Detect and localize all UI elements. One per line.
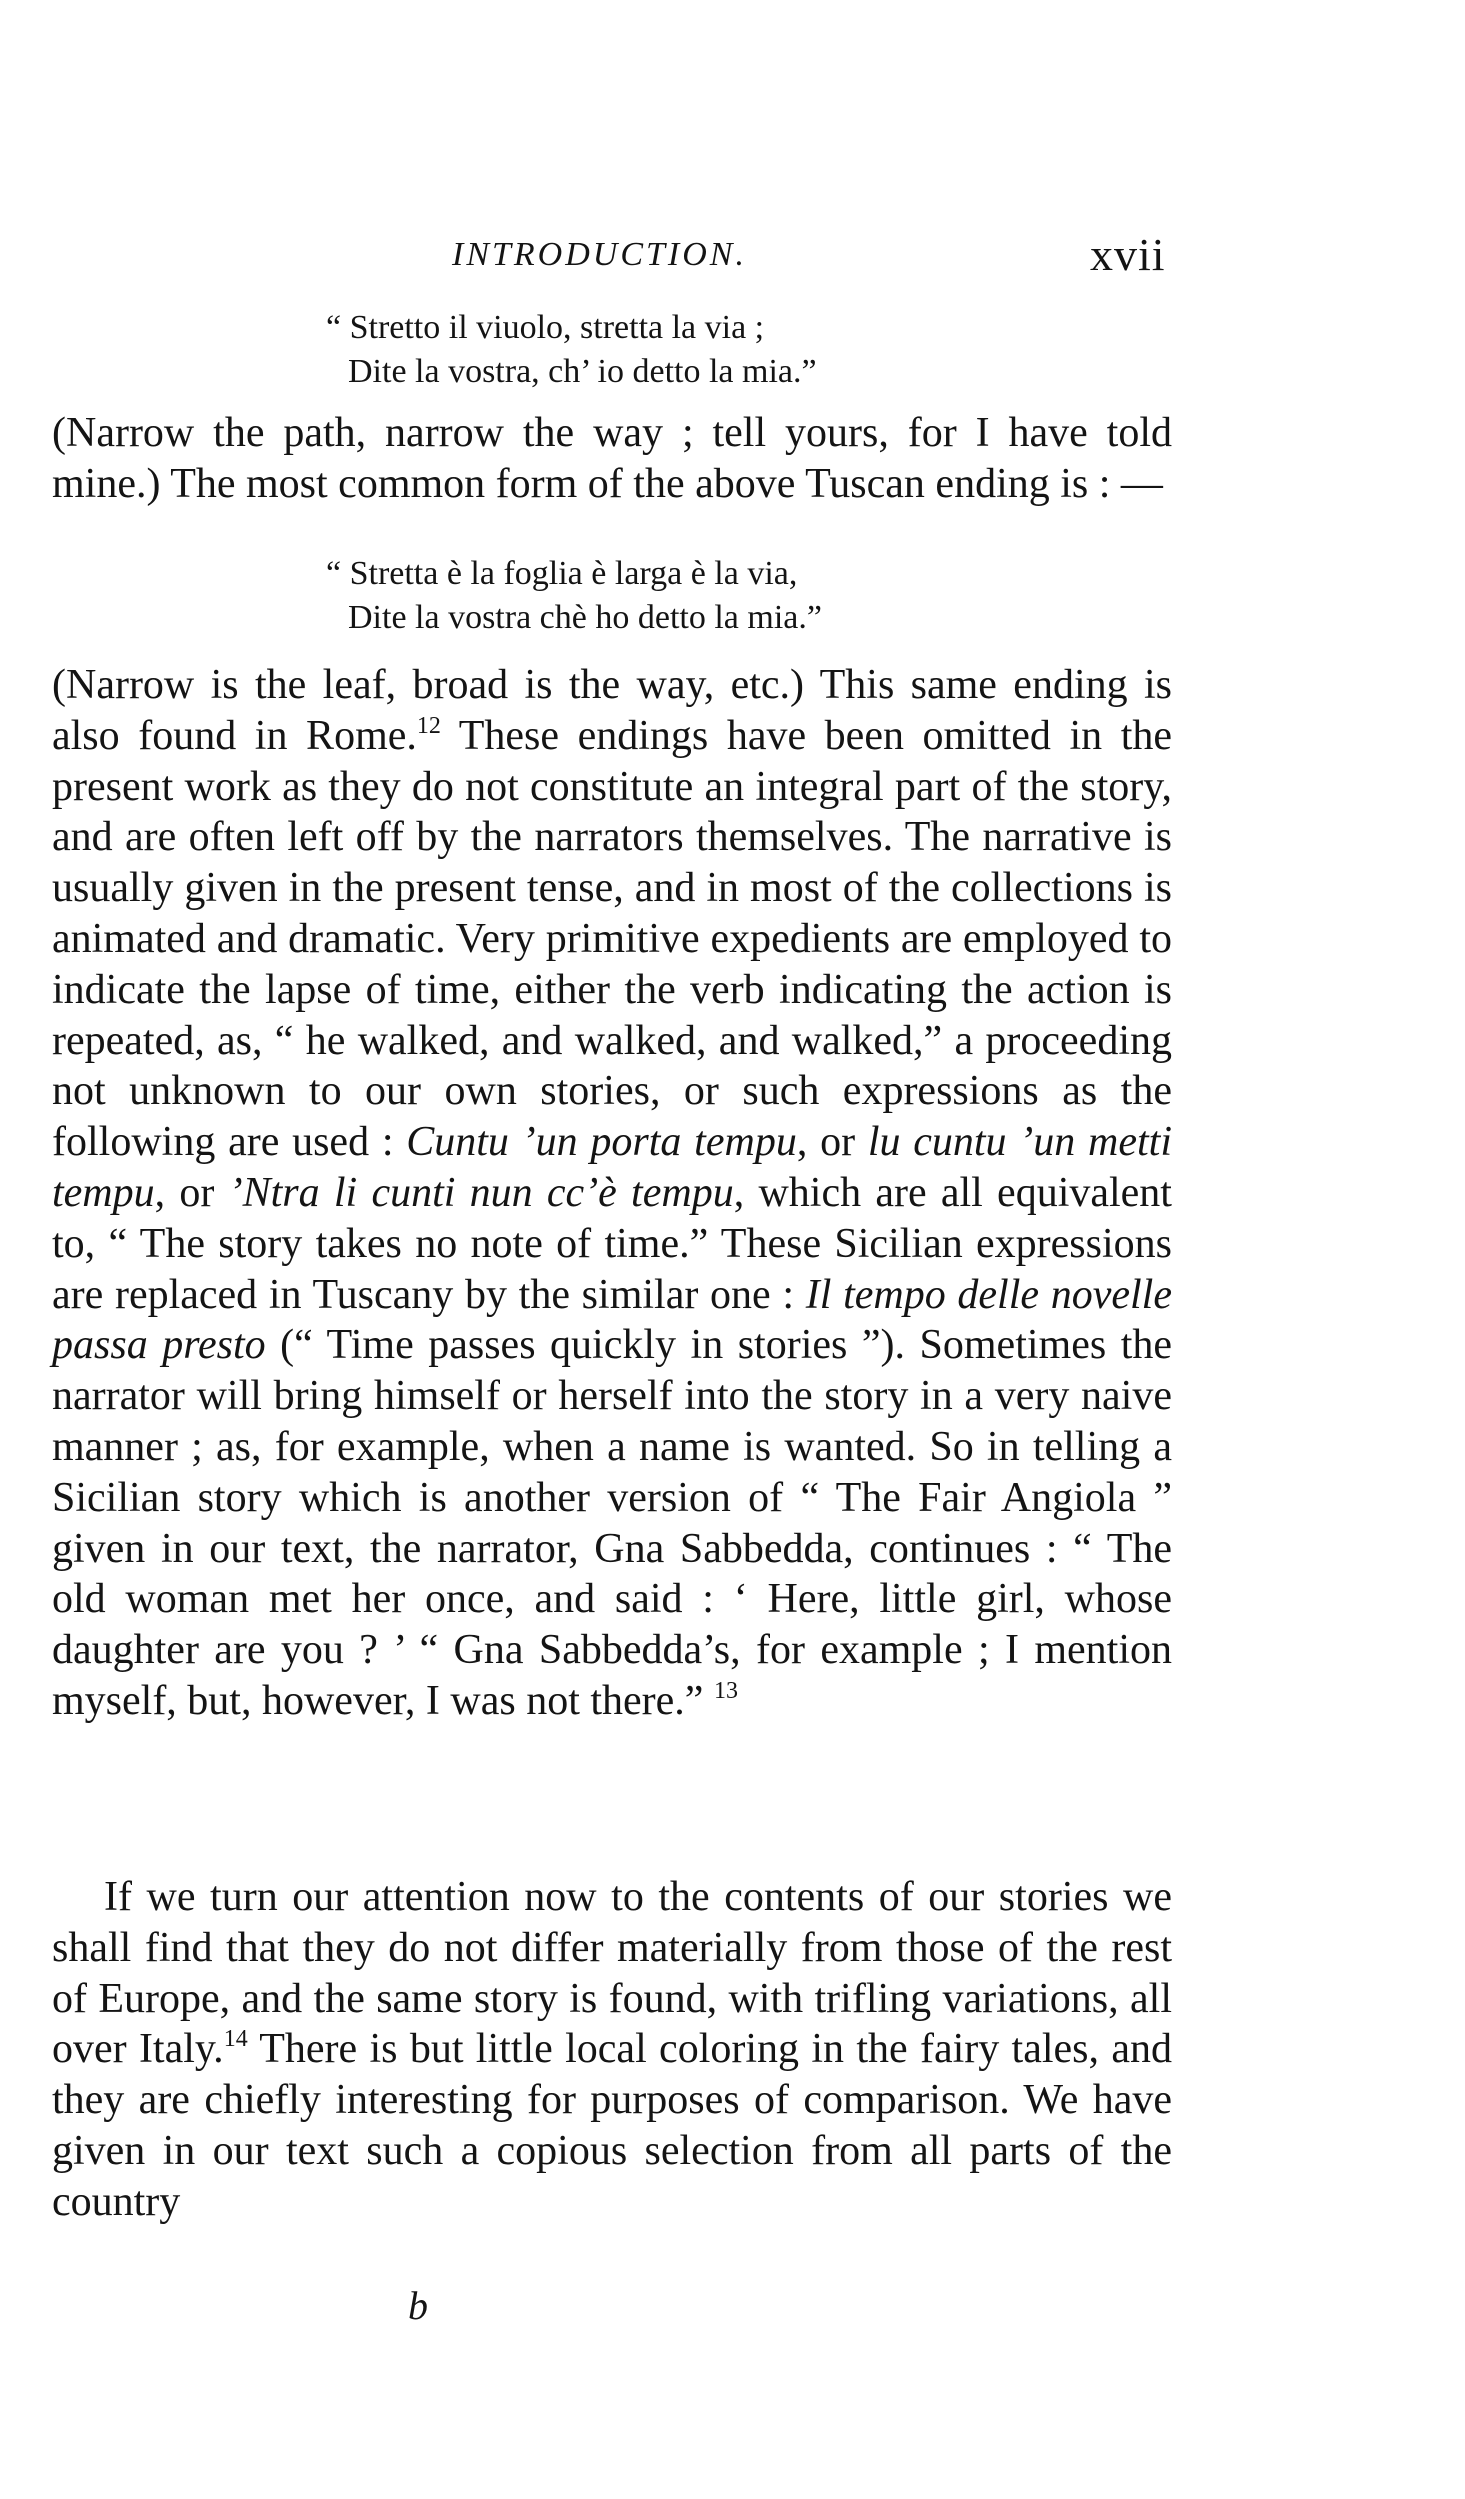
text-run: There is but little local coloring in the fairy tales, and they are chiefly interesting for purposes of comparison. We have given in our text such a copious selection from all parts of the country <box>52 2026 1172 2225</box>
page-header <box>0 228 1465 288</box>
text-run: , or <box>796 1119 868 1166</box>
verse-line: Dite la vostra chè ho detto la mia.” <box>348 599 822 636</box>
paragraph-contents <box>52 1872 1172 2228</box>
footnote-ref-12: 12 <box>416 712 441 739</box>
page-number: xvii <box>1090 229 1166 280</box>
verse-line: “ Stretta è la foglia è larga è la via, <box>326 555 798 592</box>
italic-phrase: Il tempo delle novelle passa presto <box>52 1271 1172 1369</box>
running-title: INTRODUCTION. <box>452 236 747 273</box>
paragraph-text: (Narrow the path, narrow the way ; tell yours, for I have told mine.) The most common form of the above Tuscan ending is : — <box>52 410 1172 507</box>
text-run: , which are all equivalent to, “ The story takes no note of time.” These Sicilian expressions are replaced in Tuscany by the similar one : <box>52 1169 1172 1318</box>
italic-phrase: Cuntu ’un porta tempu <box>406 1119 797 1166</box>
text-run: If we turn our attention now to the contents of our stories we shall find that they do not differ materially from those of the rest of Europe, and the same story is found, with trifling variations, all over Italy. <box>52 1874 1172 2073</box>
paragraph-translation-1 <box>52 408 1172 510</box>
footnote-ref-13: 13 <box>713 1677 738 1704</box>
italic-phrase: ’Ntra li cunti nun cc’è tempu <box>228 1169 734 1216</box>
text-run: (“ Time passes quickly in stories ”). Sometimes the narrator will bring himself or herself into the story in a very naive manner ; as, for example, when a name is wanted. So in telling a Sicilian story which is another version of “ The Fair Angiola ” given in our text, the narrator, Gna Sabbedda, continues : “ The old woman met her once, and said : ‘ Here, little girl, whose daughter are you ? ’ “ Gna Sabbedda’s, for example ; I mention myself, but, however, I was not there.” <box>52 1322 1173 1724</box>
verse-line: Dite la vostra, ch’ io detto la mia.” <box>348 353 817 390</box>
verse-quote-2 <box>326 552 822 640</box>
footnote-ref-14: 14 <box>223 2026 248 2053</box>
text-run: (Narrow is the leaf, broad is the way, etc.) This same ending is also found in Rome. <box>52 662 1172 759</box>
paragraph-narrative <box>52 660 1172 1727</box>
paragraph-text <box>52 1872 1172 2228</box>
signature-mark: b <box>408 2283 428 2328</box>
text-run: , or <box>154 1169 229 1216</box>
verse-line: “ Stretto il viuolo, stretta la via ; <box>326 309 765 346</box>
text-run: These endings have been omitted in the present work as they do not constitute an integral part of the story, and are often left off by the narrators themselves. The narrative is usually given in the present tense, and in most of the collections is animated and dramatic. Very primitive expedients are employed to indicate the lapse of time, either the verb indicating the action is repeated, as, “ he walked, and walked, and walked,” a proceeding not unknown to our own stories, or such expressions as the following are used : <box>52 712 1173 1166</box>
paragraph-text <box>52 660 1172 1727</box>
italic-phrase: lu cuntu ’un metti tempu <box>52 1119 1173 1216</box>
verse-quote-1 <box>326 306 817 394</box>
